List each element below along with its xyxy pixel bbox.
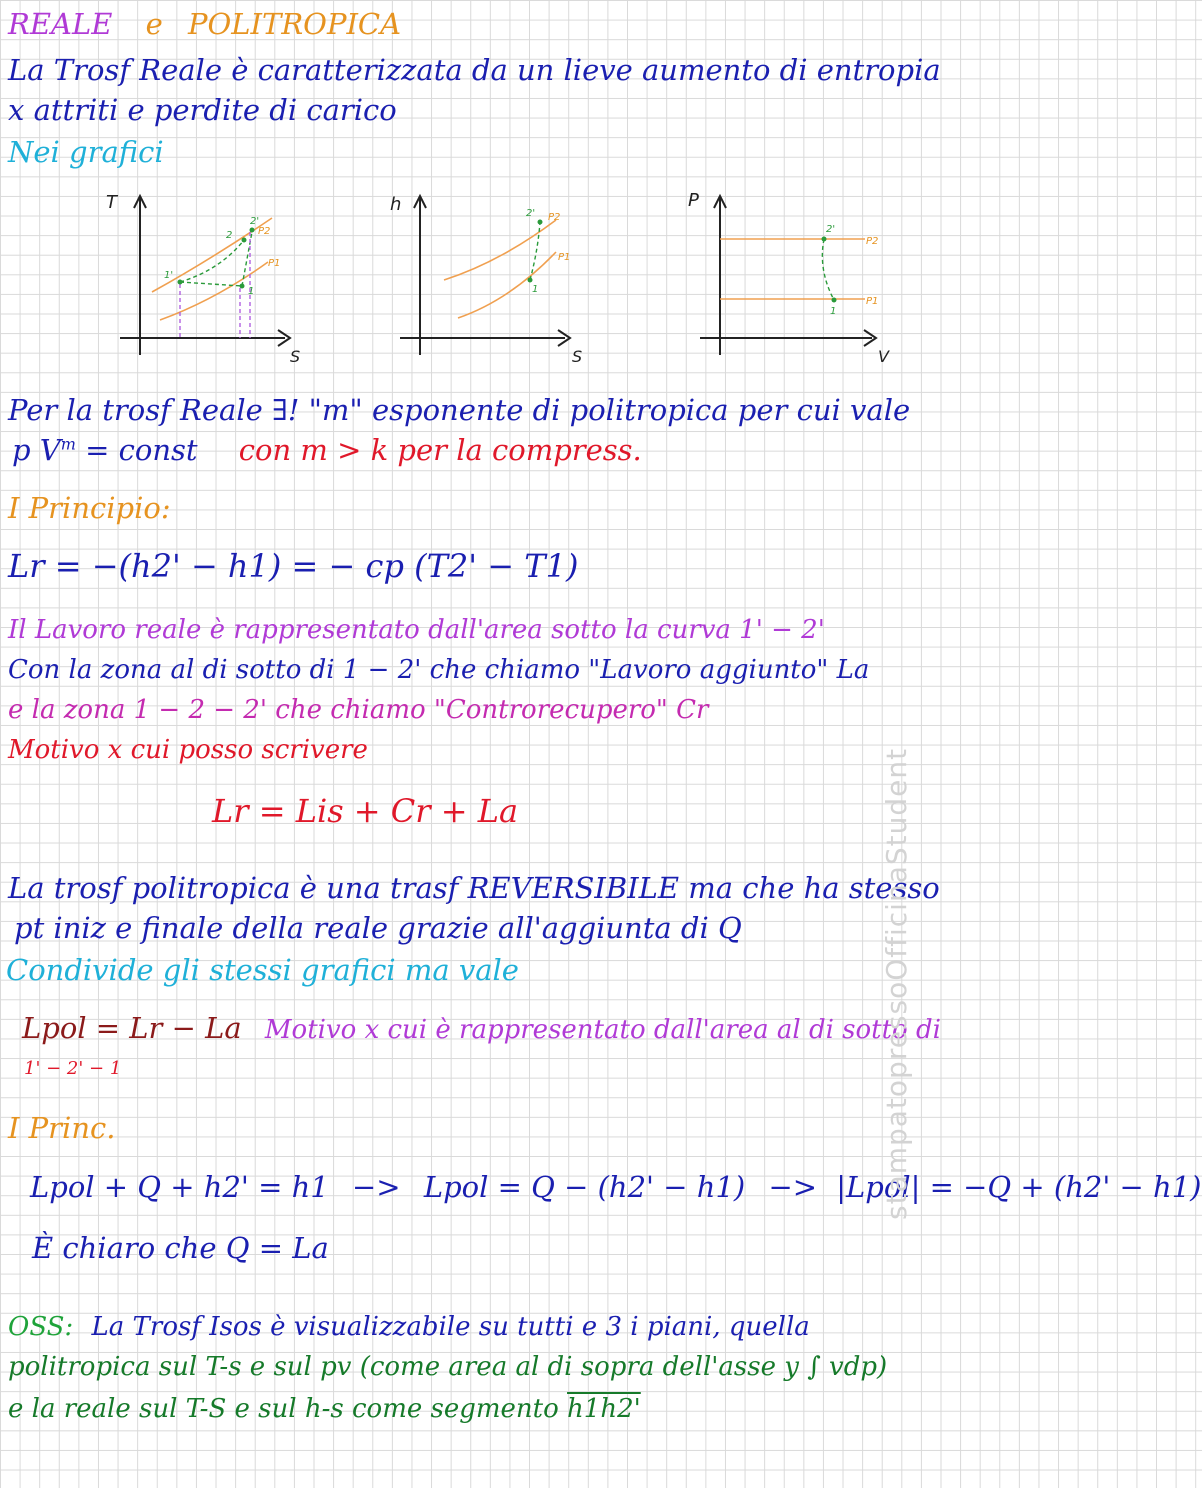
first-principle-heading-2: I Princ. bbox=[8, 1111, 116, 1145]
hs-point-1 bbox=[528, 278, 533, 283]
sum-equation: Lr = Lis + Cr + La bbox=[212, 792, 519, 830]
ts-label-1: 1 bbox=[248, 286, 255, 297]
oss-segment: h1h2' bbox=[567, 1394, 641, 1424]
area-line-1: Il Lavoro reale è rappresentato dall'area sotto la curva 1' − 2' bbox=[8, 615, 825, 645]
pv-point-2b bbox=[822, 237, 827, 242]
oss-line-2: politropica sul T-s e sul pv (come area al di sopra dell'asse y ∫ vdp) bbox=[8, 1352, 888, 1382]
ts-point-1 bbox=[240, 284, 245, 289]
pv-diagram bbox=[688, 190, 890, 366]
oss-line-3 bbox=[8, 1396, 641, 1422]
area-line-4: Motivo x cui posso scrivere bbox=[8, 735, 368, 765]
pv-label-p2: P2 bbox=[866, 236, 879, 247]
hs-y-label: h bbox=[390, 194, 402, 215]
lpol-text: Motivo x cui è rappresentato dall'area al di sotto di bbox=[264, 1015, 941, 1045]
pv-y-label: P bbox=[688, 190, 699, 211]
polytropic-text-3: Condivide gli stessi grafici ma vale bbox=[6, 953, 519, 987]
ts-x-label: S bbox=[290, 347, 301, 366]
lr-equation: Lr = −(h2' − h1) = − cp (T2' − T1) bbox=[8, 547, 579, 585]
hs-label-p1: P1 bbox=[558, 252, 571, 263]
hs-x-label: S bbox=[572, 347, 583, 366]
ts-process-real bbox=[180, 240, 244, 282]
intro-line-2: x attriti e perdite di carico bbox=[8, 93, 397, 127]
ts-y-label: T bbox=[106, 192, 117, 213]
energy-eq-arrow2: −> bbox=[768, 1170, 818, 1204]
lpol-equation: Lpol = Lr − La bbox=[22, 1011, 242, 1045]
energy-eq-arrow1: −> bbox=[351, 1170, 401, 1204]
pv-equation: p $V^m$ = const bbox=[12, 433, 198, 467]
energy-eq-part3: |Lpol| = −Q + (h2' − h1) bbox=[836, 1170, 1202, 1204]
first-principle-heading: I Principio: bbox=[8, 491, 171, 525]
compression-condition: con m > k per la compress. bbox=[238, 433, 642, 467]
polytropic-text-1: La trosf politropica è una trasf REVERSIBILE ma che ha stesso bbox=[8, 871, 940, 905]
ts-process-iso bbox=[180, 282, 242, 286]
energy-equation-row bbox=[30, 1170, 1202, 1204]
hs-label-2b: 2' bbox=[526, 208, 536, 219]
polytropic-line-1: Per la trosf Reale ∃! "m" esponente di politropica per cui vale bbox=[8, 393, 911, 427]
hs-label-1: 1 bbox=[532, 284, 539, 295]
pv-process bbox=[822, 239, 834, 300]
hs-point-2b bbox=[538, 220, 543, 225]
hs-isobar-p1 bbox=[458, 252, 556, 318]
polytropic-line-2 bbox=[12, 433, 642, 467]
thermodynamic-diagrams bbox=[0, 0, 1052, 380]
hs-diagram bbox=[390, 194, 582, 366]
ts-point-2 bbox=[242, 238, 247, 243]
pv-point-1 bbox=[832, 298, 837, 303]
graphs-heading: Nei grafici bbox=[8, 135, 164, 169]
ts-label-2b: 2' bbox=[250, 216, 260, 227]
title-e: e bbox=[145, 7, 163, 41]
hs-label-p2: P2 bbox=[548, 212, 561, 223]
area-line-3: e la zona 1 − 2 − 2' che chiamo "Controrecupero" Cr bbox=[8, 695, 709, 725]
lpol-row bbox=[22, 1011, 941, 1045]
energy-eq-part1: Lpol + Q + h2' = h1 bbox=[30, 1170, 329, 1204]
ts-label-1b: 1' bbox=[164, 270, 174, 281]
ts-diagram bbox=[106, 192, 300, 366]
watermark: stampatopressoOfficinaStudent bbox=[880, 747, 913, 1220]
intro-line-1: La Trosf Reale è caratterizzata da un lieve aumento di entropia bbox=[8, 53, 941, 87]
pv-label-1: 1 bbox=[830, 306, 837, 317]
oss-text-1: La Trosf Isos è visualizzabile su tutti e 3 i piani, quella bbox=[91, 1312, 810, 1342]
pv-label-2b: 2' bbox=[826, 224, 836, 235]
oss-line-1 bbox=[8, 1314, 810, 1340]
oss-label: OSS: bbox=[8, 1312, 74, 1342]
title-politropica: POLITROPICA bbox=[187, 7, 402, 41]
lpol-path: 1' − 2' − 1 bbox=[24, 1058, 122, 1079]
clear-equation: È chiaro che Q = La bbox=[32, 1231, 329, 1265]
ts-label-2: 2 bbox=[226, 230, 233, 241]
area-line-2: Con la zona al di sotto di 1 − 2' che chiamo "Lavoro aggiunto" La bbox=[8, 655, 870, 685]
pv-x-label: V bbox=[878, 347, 889, 366]
ts-label-p1: P1 bbox=[268, 258, 281, 269]
ts-point-1b bbox=[178, 280, 183, 285]
ts-point-2b bbox=[250, 228, 255, 233]
energy-eq-part2: Lpol = Q − (h2' − h1) bbox=[423, 1170, 746, 1204]
pv-label-p1: P1 bbox=[866, 296, 879, 307]
ts-label-p2: P2 bbox=[258, 226, 271, 237]
polytropic-text-2: pt iniz e finale della reale grazie all'aggiunta di Q bbox=[14, 911, 742, 945]
oss-text-3: e la reale sul T-S e sul h-s come segmento bbox=[8, 1394, 568, 1424]
title-reale: REALE bbox=[8, 7, 113, 41]
